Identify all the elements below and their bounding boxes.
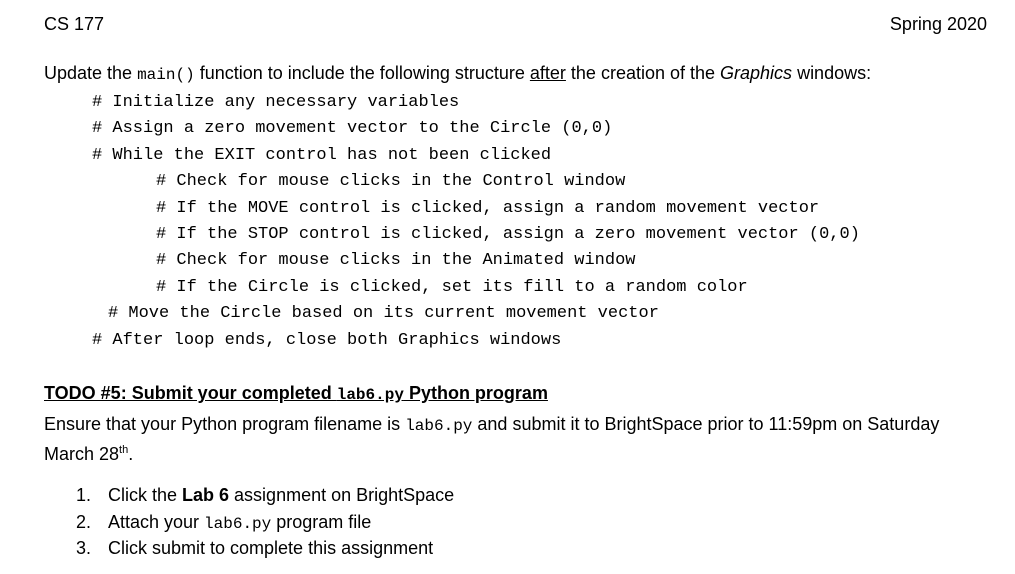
code-line: # Assign a zero movement vector to the Circle (0,0): [92, 119, 613, 139]
intro-sentence: [44, 63, 871, 84]
para-suffix: .: [128, 444, 134, 464]
code-line: # Move the Circle based on its current movement vector: [108, 304, 659, 324]
step-number: 1.: [76, 485, 92, 505]
code-line: # If the MOVE control is clicked, assign a random movement vector: [156, 198, 820, 218]
todo-code: lab6.py: [336, 386, 404, 404]
code-line: # Check for mouse clicks in the Control window: [156, 172, 626, 192]
list-item: [76, 482, 454, 509]
step-post: assignment on BrightSpace: [229, 485, 455, 505]
step-pre: Click the: [108, 485, 183, 505]
code-line: # While the EXIT control has not been clicked: [92, 145, 552, 165]
todo-heading: [44, 383, 548, 404]
intro-prefix: Update the: [44, 63, 138, 83]
code-line: # After loop ends, close both Graphics windows: [92, 330, 562, 350]
step-code: lab6.py: [204, 514, 272, 533]
todo-prefix: TODO #5: Submit your completed: [44, 383, 337, 403]
list-item: [76, 509, 454, 536]
para-middle: and submit it to BrightSpace prior to 11:59pm on Saturday March 28: [44, 414, 940, 464]
intro-code: main(): [137, 66, 195, 84]
code-line: # Initialize any necessary variables: [92, 93, 460, 112]
todo-suffix: Python program: [403, 383, 548, 403]
intro-middle2: the creation of the: [565, 63, 721, 83]
code-line: # If the Circle is clicked, set its fill to a random color: [156, 277, 748, 297]
list-item: [76, 535, 454, 562]
code-line: # If the STOP control is clicked, assign a zero movement vector (0,0): [156, 225, 860, 244]
step-bold: Lab 6: [182, 485, 230, 505]
steps-list: [76, 482, 454, 562]
intro-italic: Graphics: [720, 63, 793, 83]
intro-underlined: after: [529, 63, 566, 83]
code-line: # Check for mouse clicks in the Animated window: [156, 251, 636, 271]
step-number: 2.: [76, 511, 92, 532]
intro-suffix: windows:: [792, 63, 872, 83]
intro-middle: function to include the following structure: [194, 63, 530, 83]
step-number: 3.: [76, 538, 92, 558]
step-pre: Click submit to complete this assignment: [108, 538, 434, 558]
step-post: program file: [271, 511, 372, 532]
para-code: lab6.py: [405, 417, 473, 435]
step-pre: Attach your: [108, 511, 205, 532]
para-sup: th: [119, 444, 129, 456]
term-label: Spring 2020: [889, 14, 987, 34]
course-label: CS 177: [44, 14, 105, 34]
para-prefix: Ensure that your Python program filename is: [44, 414, 406, 434]
submission-paragraph: [44, 410, 984, 468]
